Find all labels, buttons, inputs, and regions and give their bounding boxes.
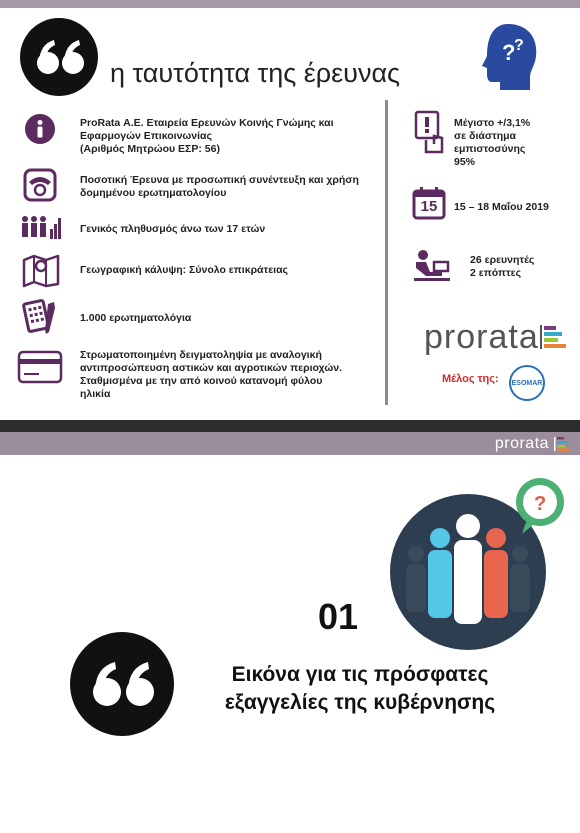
text-line: 1.000 ερωτηματολόγια [80, 312, 192, 324]
svg-text:?: ? [514, 37, 524, 54]
staff-text [470, 254, 534, 280]
quote-icon-large [70, 632, 174, 736]
population-icon [20, 215, 62, 241]
band-logo-text: prorata [494, 435, 550, 452]
head-question-icon [478, 22, 540, 92]
text-line: Ποσοτική Έρευνα με προσωπική συνέντευξη και χρήση [80, 174, 359, 186]
svg-text:?: ? [502, 40, 516, 65]
member-label: Μέλος της: [442, 373, 499, 385]
info-icon [25, 114, 55, 144]
map-icon [22, 252, 60, 288]
prorata-logo: prorata [424, 318, 539, 356]
text-line: Στρωματοποιημένη δειγματοληψία με αναλογική [80, 349, 322, 361]
grey-band [0, 432, 580, 455]
coverage-text [80, 264, 288, 277]
text-line: αντιπροσώπευση αστικών και αγροτικών περιοχών. [80, 362, 342, 374]
text-line: Γενικός πληθυσμός άνω των 17 ετών [80, 223, 266, 235]
text-line: (Αριθμός Μητρώου ΕΣΡ: 56) [80, 143, 220, 155]
text-line: δομημένου ερωτηματολογίου [80, 187, 227, 199]
interviewer-icon [412, 248, 452, 282]
band-logo-bars [554, 437, 570, 451]
band-prorata-logo [495, 435, 570, 453]
section-title [210, 661, 510, 717]
error-margin-icon [414, 110, 444, 154]
quote-icon [20, 18, 98, 96]
section-number: 01 [318, 596, 359, 637]
calendar-day: 15 [420, 198, 438, 215]
method-text [80, 174, 359, 200]
text-line: εμπιστοσύνης [454, 143, 526, 155]
text-line: ProRata Α.Ε. Εταιρεία Ερευνών Κοινής Γνώμης και [80, 117, 334, 129]
dark-band [0, 420, 580, 432]
text-line: Μέγιστο +/3,1% [454, 117, 531, 129]
text-line: 26 ερευνητές [470, 254, 535, 266]
error-margin-text [454, 117, 530, 169]
svg-text:?: ? [534, 493, 547, 515]
text-line: Εφαρμογών Επικοινωνίας [80, 130, 212, 142]
text-line: σε διάστημα [454, 130, 516, 142]
text-line: ηλικία [80, 388, 111, 400]
date-text [454, 201, 549, 214]
sample-size-text [80, 312, 191, 325]
page-title: η ταυτότητα της έρευνας [110, 58, 401, 88]
text-line: 15 – 18 Μαΐου 2019 [454, 201, 549, 213]
calendar-icon [412, 186, 446, 220]
top-bar [0, 0, 580, 8]
sampling-text [80, 349, 342, 401]
section-title-line: εξαγγελίες της κυβέρνησης [224, 691, 496, 714]
section-title-line: Εικόνα για τις πρόσφατες [231, 663, 489, 686]
text-line: 2 επόπτες [470, 267, 522, 279]
text-line: Γεωγραφική κάλυψη: Σύνολο επικράτειας [80, 264, 289, 276]
info-text [80, 117, 334, 156]
esomar-logo: ESOMAR [509, 365, 545, 401]
population-text [80, 223, 265, 236]
card-icon [17, 350, 63, 384]
people-group-icon [388, 474, 578, 654]
text-line: Σταθμισμένα με την από κοινού κατανομή φύλου [80, 375, 323, 387]
column-divider [385, 100, 388, 405]
prorata-logo-bars [540, 325, 570, 349]
questionnaire-icon [22, 296, 58, 336]
telephone-icon [23, 168, 57, 202]
text-line: 95% [454, 156, 476, 168]
